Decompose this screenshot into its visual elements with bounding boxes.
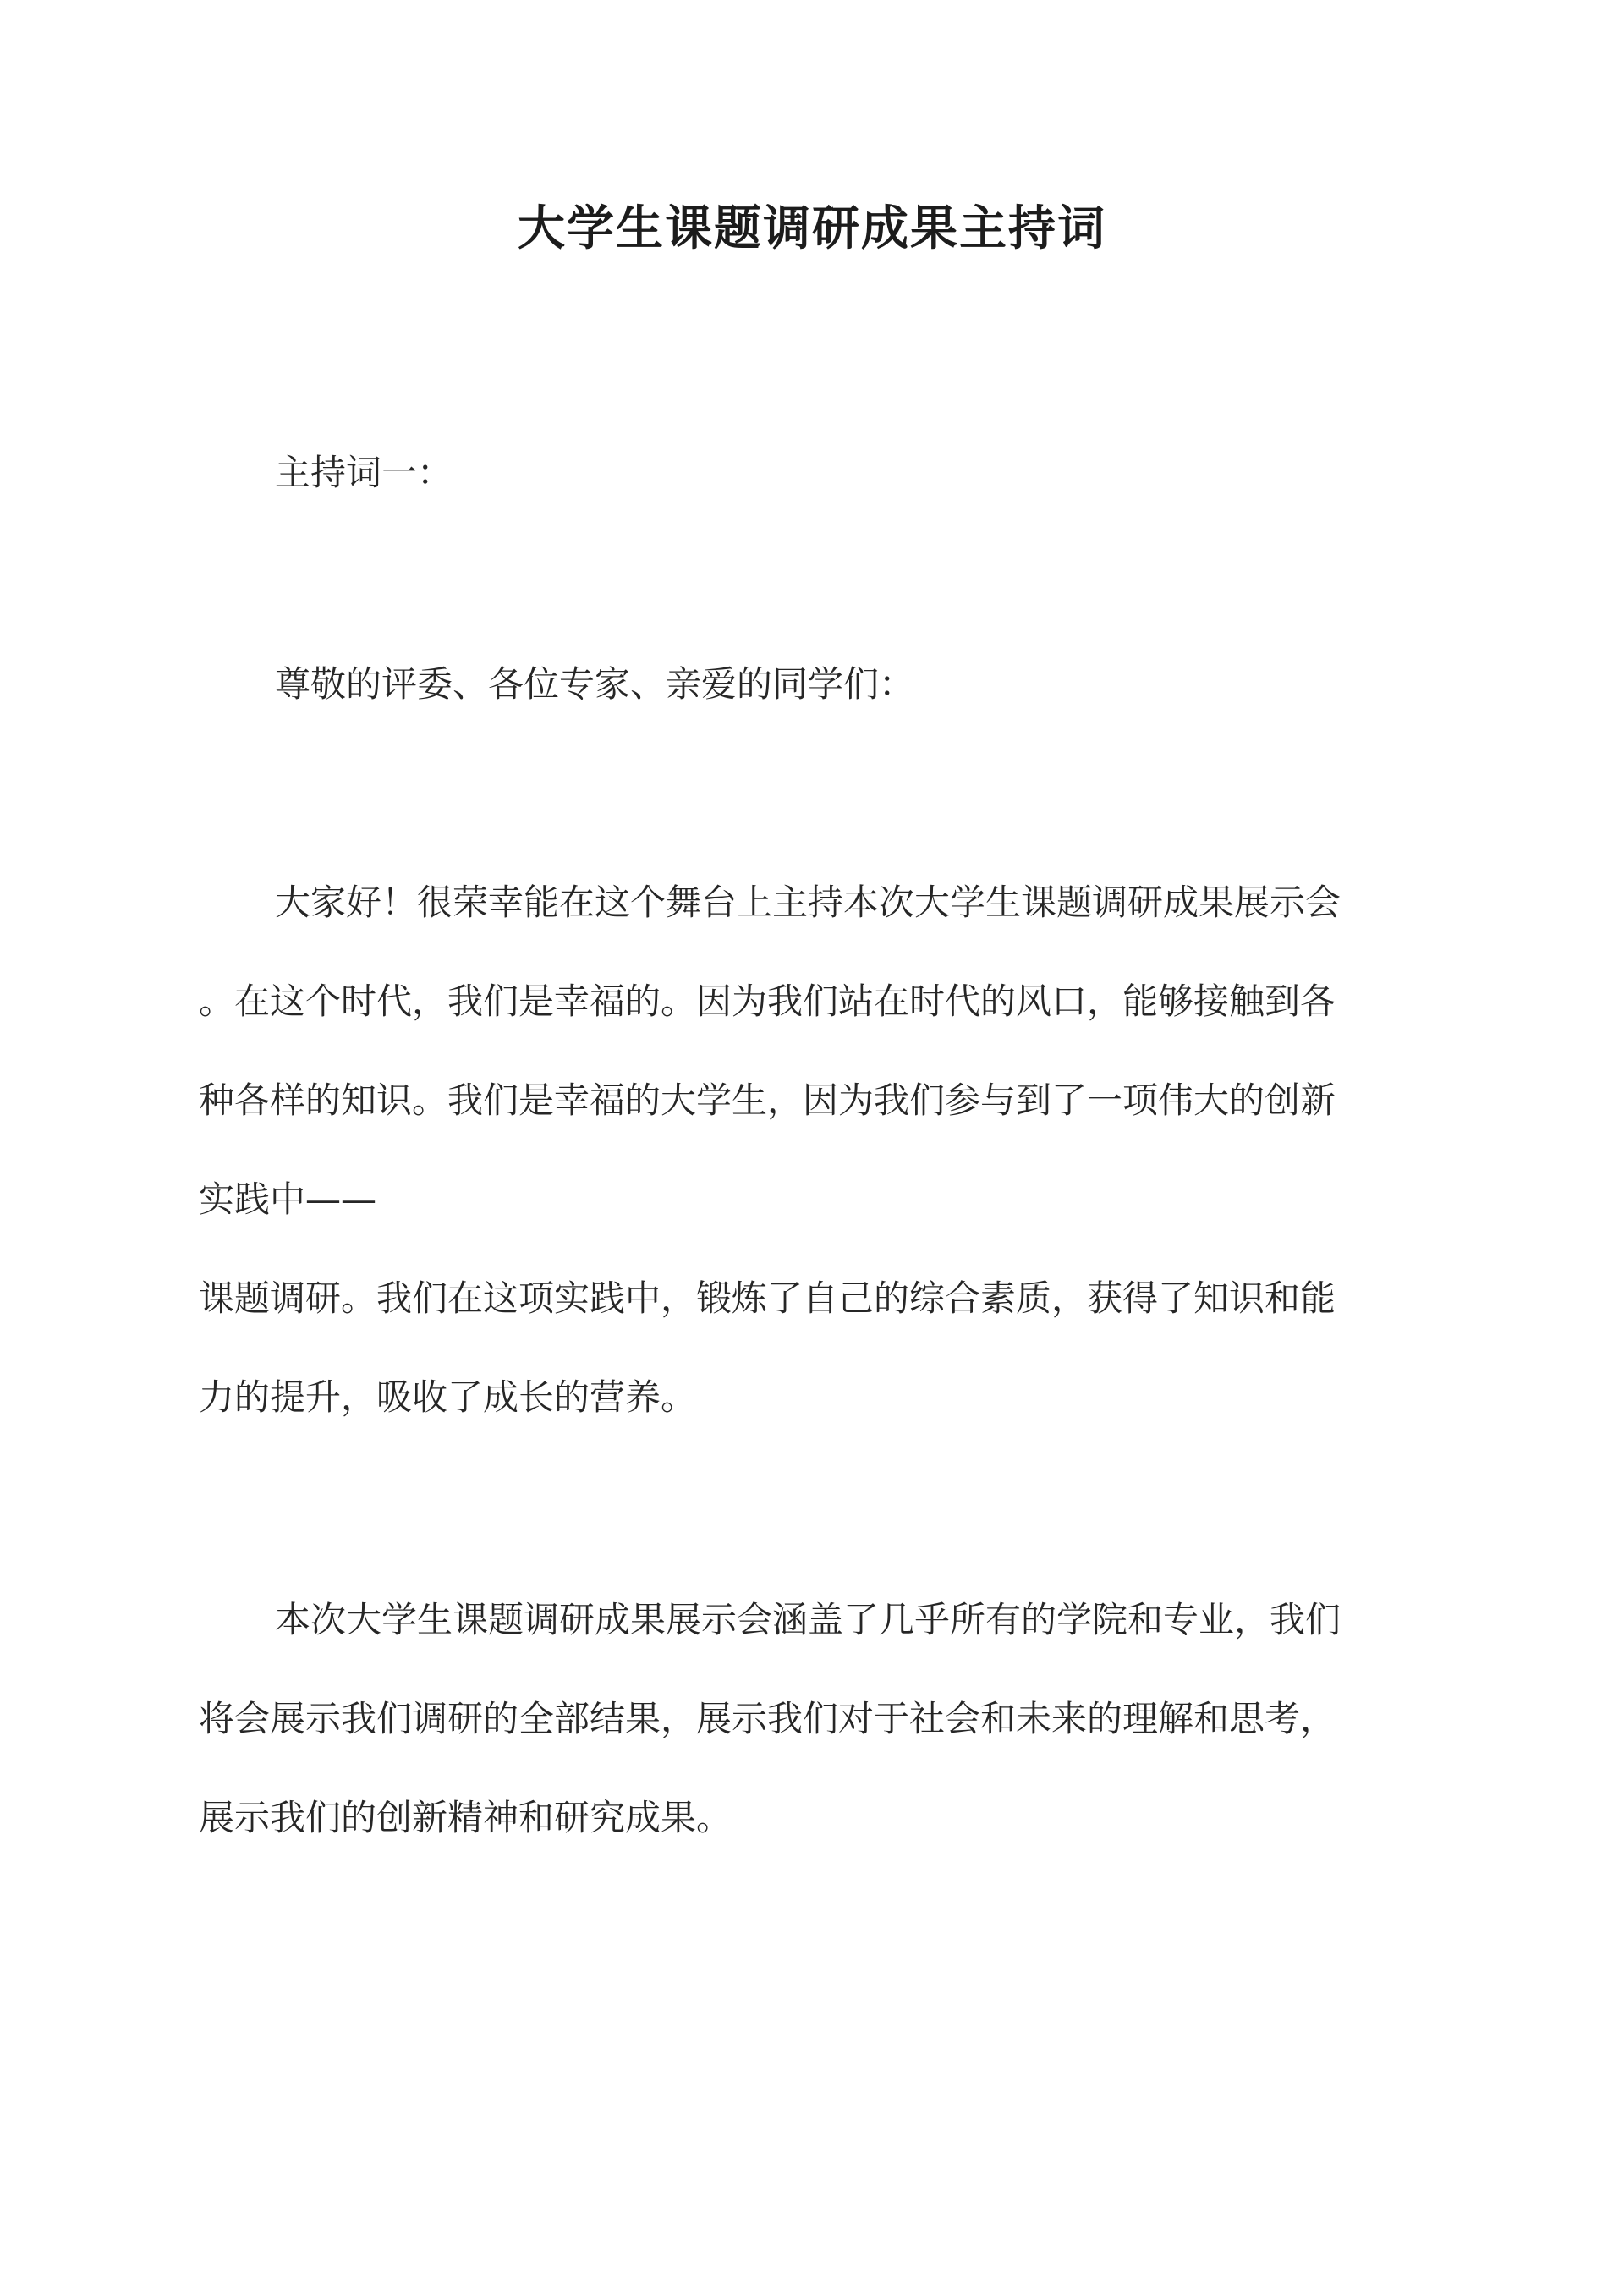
section-heading-block xyxy=(199,423,1429,522)
salutation: 尊敬的评委、各位专家、亲爱的同学们： xyxy=(275,663,915,705)
paragraph-line: 大家好！很荣幸能在这个舞台上主持本次大学生课题调研成果展示会 xyxy=(275,882,1341,923)
paragraph-line: 实践中—— xyxy=(199,1178,377,1220)
paragraph-line: 本次大学生课题调研成果展示会涵盖了几乎所有的学院和专业，我们 xyxy=(275,1599,1341,1640)
salutation-block xyxy=(199,634,1429,733)
paragraph-line: 课题调研。我们在这项实践中，锻炼了自己的综合素质，获得了知识和能 xyxy=(199,1277,1336,1319)
paragraph-line: 力的提升，吸收了成长的营养。 xyxy=(199,1376,697,1418)
paragraph-1 xyxy=(199,853,1429,1447)
section-heading: 主持词一： xyxy=(275,452,453,493)
paragraph-line: 种各样的知识。我们是幸福的大学生，因为我们参与到了一项伟大的创新 xyxy=(199,1079,1336,1121)
document-title: 大学生课题调研成果主持词 xyxy=(518,200,1106,256)
paragraph-2 xyxy=(199,1570,1429,1867)
paragraph-line: 展示我们的创新精神和研究成果。 xyxy=(199,1797,732,1838)
paragraph-line: 将会展示我们调研的全部结果，展示我们对于社会和未来的理解和思考， xyxy=(199,1698,1336,1739)
paragraph-line: 。在这个时代，我们是幸福的。因为我们站在时代的风口，能够接触到各 xyxy=(199,980,1336,1022)
